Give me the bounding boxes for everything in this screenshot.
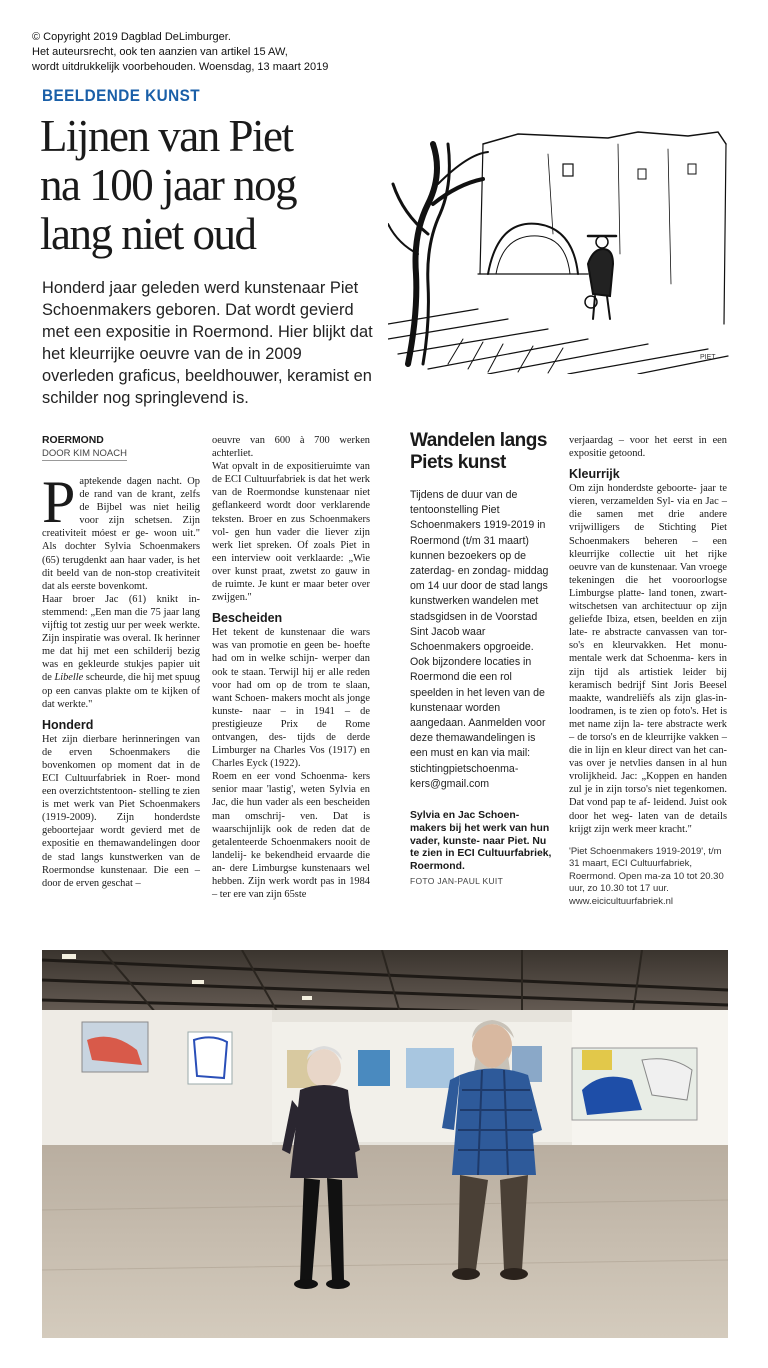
section-kicker: BEELDENDE KUNST (42, 86, 201, 105)
copyright-line: © Copyright 2019 Dagblad DeLimburger. (32, 31, 231, 43)
article-column-2 (212, 434, 370, 901)
article-paragraph (42, 593, 200, 711)
intro-paragraph: Honderd jaar geleden werd kunstenaar Piet Schoenmakers geboren. Dat wordt gevierd met een expositie in Roermond. Hier blijkt dat het kleurrijke oeuvre van de in 2009 overleden graficus, beeldhouwer, keramist en schilder nog springlevend is. (42, 279, 373, 407)
copyright-notice (32, 30, 372, 75)
headline-line: na 100 jaar nog (40, 160, 297, 210)
article-paragraph: Het zijn dierbare herinneringen van de erven Schoenmakers die bovenkomen op moment dat in de ECI Cultuurfabriek in Roer- mond een overzichtstentoon- stelling te zien is met werk van Piet Schoenmakers (1919-2009). Zijn honderdste geboortejaar wordt gevierd met de expositie en themawandelingen door de stad langs kunstwerken van de Roermondse kunstenaar. Die een – door de erven geschat – (42, 733, 200, 889)
copyright-line: Het auteursrecht, ook ten aanzien van artikel 15 AW, (32, 46, 288, 58)
paragraph-text: Haar broer Jac (61) knikt in- stemmend: „Een man die 75 jaar lang vijftig tot zestig uur per week werkte. Zijn inspiratie was overal. Ik herinner me dat hij met een schilderij bezig was en gekleurde stukjes papier uit de (42, 593, 200, 684)
article-column-4 (569, 434, 727, 908)
exhibition-info: 'Piet Schoenmakers 1919-2019', t/m 31 maart, ECI Cultuurfabriek, Roermond. Open ma-za 10 tot 20.30 uur, zo 10.30 tot 17 uur. www.eicicultuurfabriek.nl (569, 845, 724, 907)
article-paragraph: Roem en eer vond Schoenma- kers senior maar 'lastig', weten Sylvia en Jac, die hun vader als een bescheiden man omschrij- ven. Dat is waarschijnlijk ook de reden dat de getalenteerde Schoenmakers nooit de landelij- ke bekendheid ervaarde die an- dere Limburgse kunstenaars wel hebben. Zijn werk wordt pas in 1984 – ter ere van zijn 65ste (212, 771, 370, 901)
article-paragraph: Wat opvalt in de expositieruimte van de ECI Cultuurfabriek is dat het werk van de Roermondse kunstenaar niet geflankeerd wordt door verklarende teksten. Broer en zus Schoenmakers vol- gen hun vader die liever zijn werk liet spreken. Of zoals Piet in een interview ooit verklaarde: „Wie over kunst praat, zwetst zo gauw in de ruimte. Je kunt er maar beter over zwijgen." (212, 461, 370, 604)
byline: DOOR KIM NOACH (42, 448, 127, 459)
gallery-photo (42, 950, 728, 1338)
subheading: Bescheiden (212, 611, 283, 626)
photo-caption: Sylvia en Jac Schoen- makers bij het werk van hun vader, kunste- naar Piet. Nu te zien in ECI Cultuurfabriek, Roermond. (410, 810, 552, 873)
sidebar-text: Tijdens de duur van de tentoonstelling Piet Schoenmakers 1919-2019 in Roermond (t/m 31 maart) kunnen bezoekers op de zaterdag- en zondag- middag om 14 uur door de stad langs kunstwerken wandelen met stadsgidsen in de Voorstad Sint Jacob waar Schoenmakers opgroeide. Ook bijzondere locaties in Roermond die een rol speelden in het leven van de kunstenaar worden aangedaan. Aanmelden voor deze themawandelingen is een must en kan via mail: stichtingpietschoenma- kers@gmail.com (410, 489, 549, 790)
headline-line: Lijnen van Piet (40, 111, 293, 161)
headline-line: lang niet oud (40, 209, 256, 259)
headline (40, 112, 380, 259)
subheading: Honderd (42, 717, 94, 732)
drop-cap: P (42, 469, 76, 535)
photo-credit: FOTO JAN-PAUL KUIT (410, 876, 504, 887)
sketch-signature: PIET (700, 354, 716, 361)
sidebar-box (410, 430, 556, 886)
copyright-line: wordt uitdrukkelijk voorbehouden. Woensdag, 13 maart 2019 (32, 61, 329, 73)
paragraph-text: aptekende dagen nacht. Op de rand van de krant, zelfs de Bijbel was niet heilig voor zijn schetsen. Zijn creativiteit móest er ge- woon uit." Als dochter Sylvia Schoenmakers (65) terugdenkt aan haar vader, is het dit beeld van de non-stop creativiteit dat als eerste bovenkomt. (42, 476, 200, 592)
article-paragraph: Het tekent de kunstenaar die wars was van promotie en geen be- hoefte had om in welke schijn- werper dan ook te staan. Terwijl hij er alle reden voor had om op de trom te slaan, want Schoen- makers mocht als jonge kunste- naar – in 1941 – de prestigieuze Prix de Rome ontvangen, des- tijds de derde Limburger na Charles Vos (1917) en Charles Eyck (1922). (212, 627, 370, 770)
subheading: Kleurrijk (569, 467, 620, 482)
magazine-name: Libelle (54, 672, 84, 684)
article-paragraph: Om zijn honderdste geboorte- jaar te vieren, verzamelden Syl- via en Jac – die samen met drie andere vrijwilligers de Stichting Piet Schoenmakers beheren – een kleurrijke collectie uit het rijke oeuvre van de kunstenaar. Van vroege tekeningen die het vooroorlogse Limburgse platte- land tonen, zwart-witschetsen van architectuur op zijn geliefde Ibiza, etsen, beelden en zijn late- re abstracte canvassen van tor- so's en kleurvakken. Het monu- mentale werk dat Schoenma- kers in zijn tijd als artistiek leider bij keramisch bedrijf Sint Joris Beesel maakte, wandreliëfs als zijn glas-in-loodramen, is te zien op foto's. Het is met name zijn la- tere abstracte werk – de torso's en de kleurrijke vakken – die in lijn en kleur direct van het can- vas over je netvlies dansen in al hun vrolijkheid. Jac: „Koppen en handen zul je in zijn torso's niet tegenkomen. Dat vond pap te af- leidend. Juist ook door het weg- laten van de details krijgt zijn werk meer kracht." (569, 483, 727, 835)
sidebar-title: Wandelen langs Piets kunst (410, 430, 547, 473)
sketch-illustration (388, 124, 730, 374)
article-column-1 (42, 434, 200, 890)
article-paragraph: oeuvre van 600 à 700 werken achterliet. (212, 435, 370, 460)
article-paragraph: verjaardag – voor het eerst in een expositie getoond. (569, 435, 727, 460)
dateline-place: ROERMOND (42, 435, 104, 446)
article-paragraph (42, 469, 200, 593)
paragraph-text: scheurde, die hij met spuug op een canvas plakte om te kijken of dat werkte." (42, 672, 200, 710)
